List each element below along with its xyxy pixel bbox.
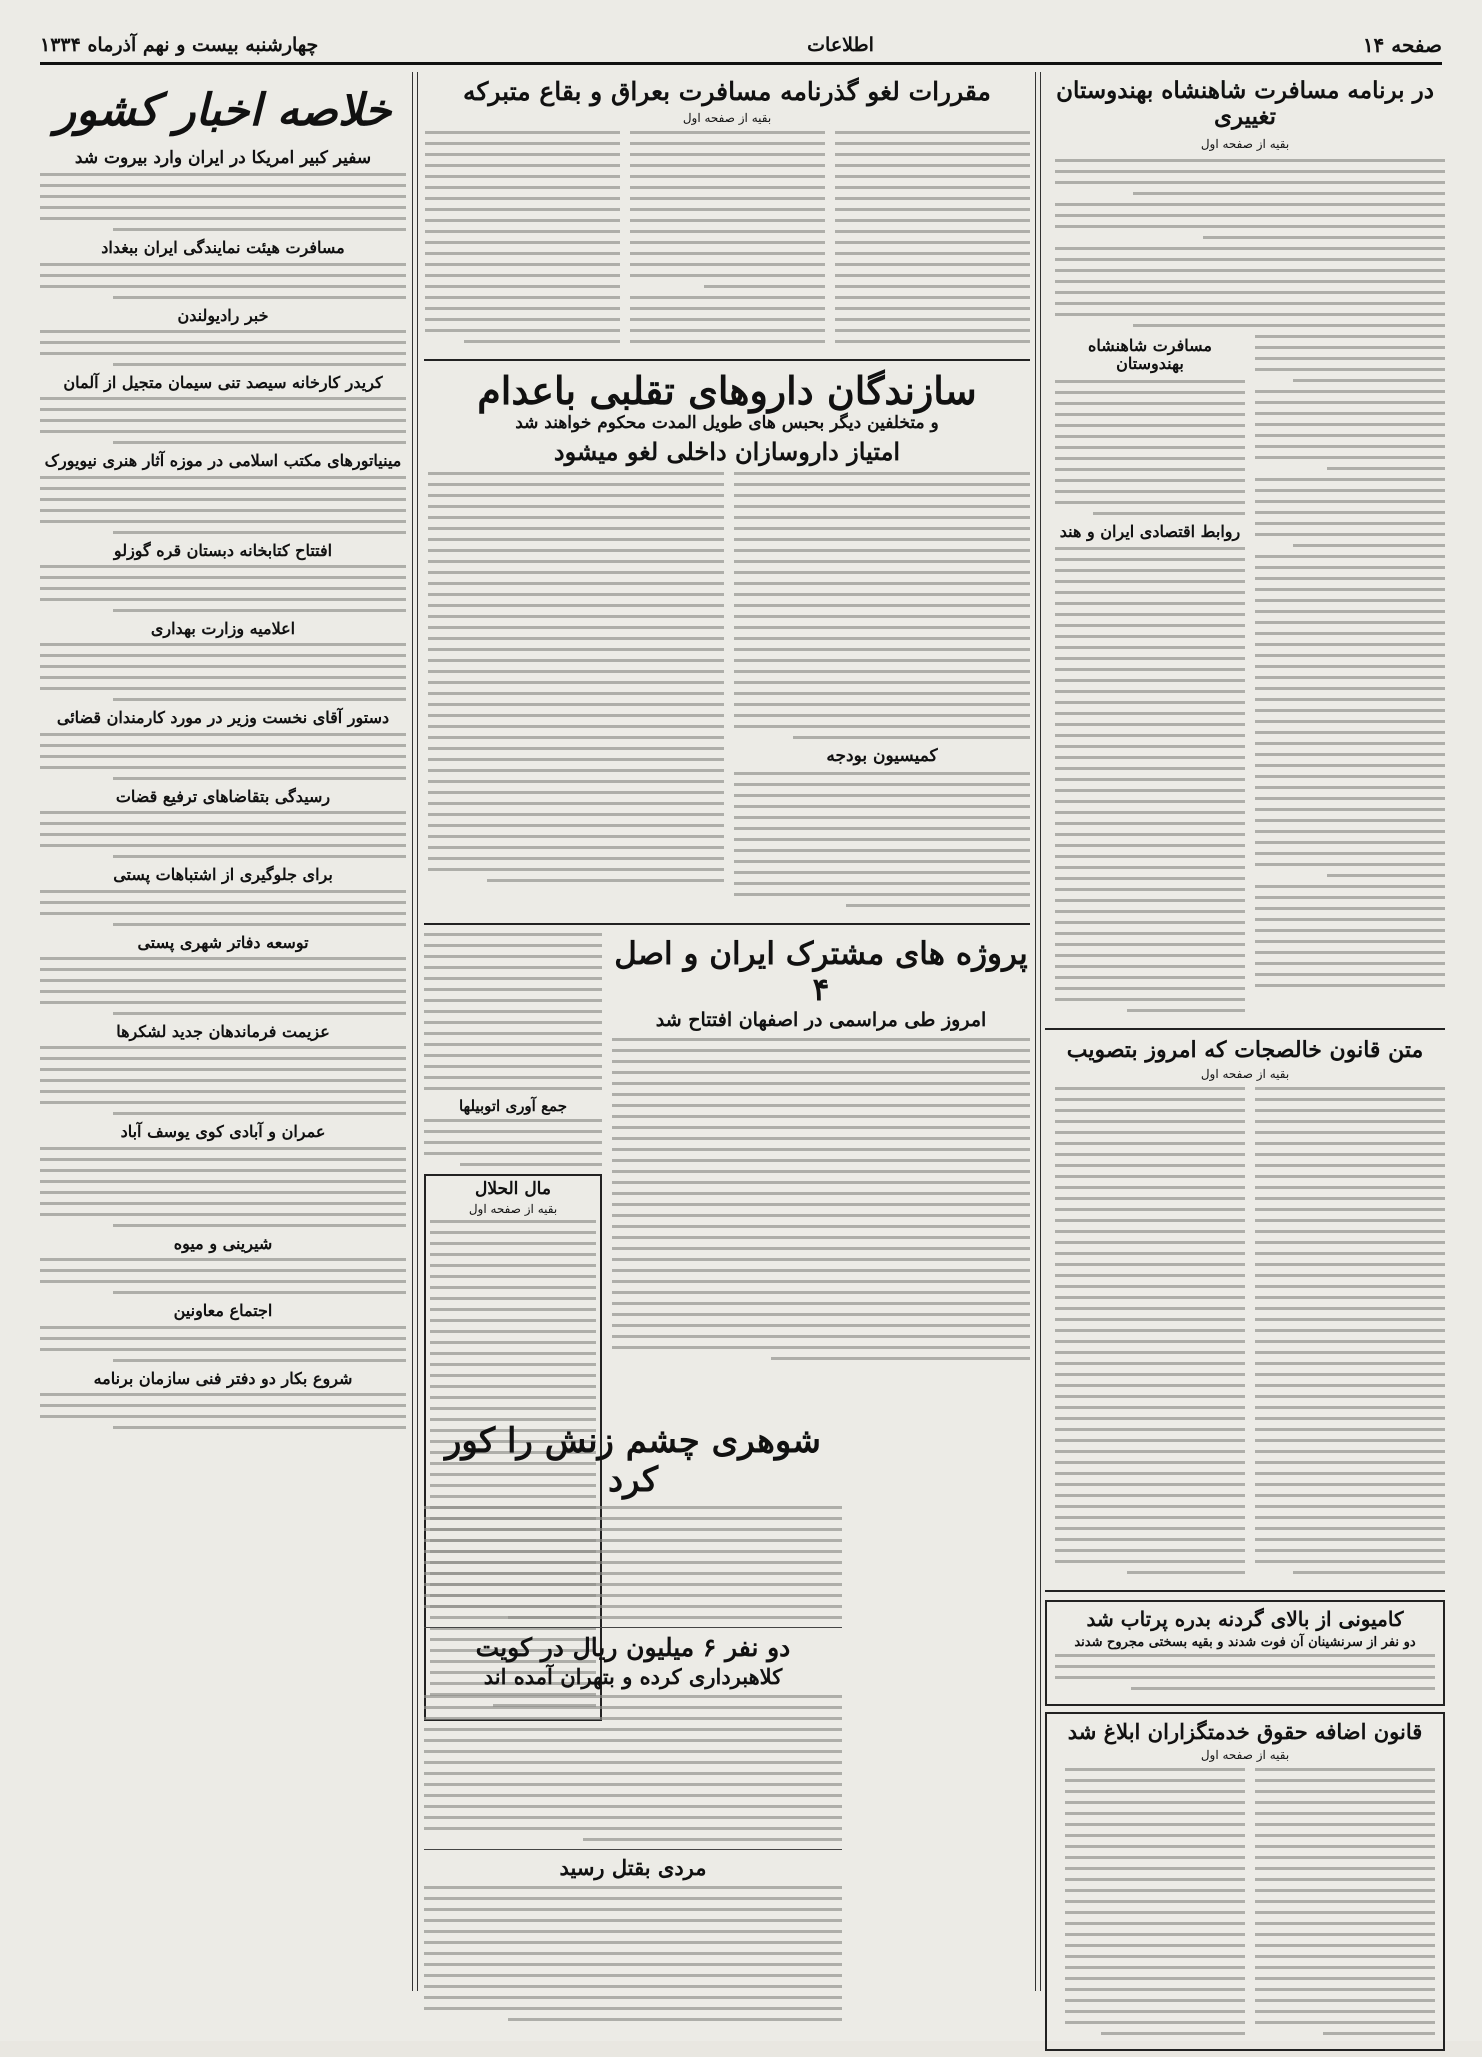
column-middle — [424, 72, 1030, 1216]
news-brief — [40, 542, 406, 612]
continued-note: بقیه از صفحه اول — [1200, 1748, 1290, 1763]
article-body — [428, 472, 724, 882]
issue-date: چهارشنبه بیست و نهم آذرماه ۱۳۳۴ — [40, 34, 319, 56]
news-brief-title: عزیمت فرماندهان جدید لشکرها — [116, 1022, 330, 1042]
article-body — [1065, 1768, 1245, 2043]
article-headline: مردی بقتل رسید — [559, 1855, 707, 1881]
section-subhead: جمع آوری اتوبیلها — [458, 1097, 567, 1116]
news-brief-title: مسافرت هیئت نمایندگی ایران ببغداد — [101, 238, 345, 258]
news-brief — [40, 1235, 406, 1294]
continued-note: بقیه از صفحه اول — [1200, 136, 1290, 151]
news-brief — [40, 239, 406, 298]
news-brief-body — [40, 1326, 406, 1362]
column-left — [40, 72, 406, 1437]
article-subhead: دو نفر از سرنشینان آن فوت شدند و بقیه بسختی مجروح شدند — [1074, 1635, 1416, 1651]
article-body — [1055, 1087, 1245, 1574]
news-brief-title: خبر رادیولندن — [177, 305, 269, 325]
news-brief-title: شیرینی و میوه — [173, 1233, 273, 1253]
continued-note: بقیه از صفحه اول — [1200, 1067, 1290, 1082]
news-brief-title: توسعه دفاتر شهری پستی — [137, 932, 309, 952]
news-brief — [40, 866, 406, 925]
continued-note: بقیه از صفحه اول — [468, 1201, 558, 1216]
news-brief-body — [40, 1147, 406, 1227]
news-brief — [40, 620, 406, 701]
news-brief — [40, 307, 406, 366]
news-brief-body — [40, 397, 406, 444]
column-divider — [1035, 72, 1036, 1991]
news-brief — [40, 1370, 406, 1429]
news-brief-title: اعلامیه وزارت بهداری — [150, 619, 296, 639]
section-subhead: روابط اقتصادی ایران و هند — [1059, 521, 1241, 541]
main-headline: سازندگان داروهای تقلبی باعدام — [477, 367, 977, 413]
article-body — [1055, 1654, 1435, 1690]
page-header — [40, 28, 1442, 65]
box-headline: مال الحلال — [475, 1179, 551, 1200]
section-masthead: خلاصه اخبار کشور — [54, 85, 392, 136]
article-headline: دو نفر ۶ میلیون ریال در کویت — [475, 1633, 791, 1663]
column-divider — [1040, 72, 1041, 1991]
article-body — [424, 1119, 602, 1166]
article-headline: در برنامه مسافرت شاهنشاه بهندوستان تغییری — [1056, 77, 1434, 131]
news-brief — [40, 452, 406, 533]
article-body — [734, 472, 1030, 739]
article-body — [612, 1038, 1030, 1360]
news-brief-title: افتتاح کتابخانه دبستان قره گوزلو — [113, 540, 333, 560]
article-headline: قانون اضافه حقوق خدمتگزاران ابلاغ شد — [1067, 1719, 1423, 1745]
article-subhead: امتیاز داروسازان داخلی لغو میشود — [553, 436, 901, 466]
section-subhead: مسافرت شاهنشاه بهندوستان — [1088, 335, 1212, 374]
article-headline: کامیونی از بالای گردنه بدره پرتاب شد — [1086, 1607, 1404, 1632]
news-brief-body — [40, 476, 406, 534]
news-brief — [40, 149, 406, 232]
article-headline: مقررات لغو گذرنامه مسافرت بعراق و بقاع متبرکه — [463, 77, 991, 106]
news-brief-body — [40, 643, 406, 701]
column-divider — [417, 72, 418, 1991]
article-body — [424, 1506, 842, 1619]
news-brief-list — [40, 149, 406, 1429]
article-body — [425, 131, 620, 351]
article-headline: متن قانون خالصجات که امروز بتصویب — [1066, 1037, 1424, 1064]
news-brief-title: شروع بکار دو دفتر فنی سازمان برنامه — [93, 1368, 353, 1388]
news-brief-body — [40, 1393, 406, 1429]
article-body — [424, 933, 602, 1090]
article-body — [734, 772, 1030, 907]
news-brief — [40, 788, 406, 858]
boxed-article — [1045, 1712, 1445, 2051]
article-body — [835, 131, 1030, 351]
newspaper-name: اطلاعات — [807, 34, 874, 56]
news-brief-title: برای جلوگیری از اشتباهات پستی — [113, 865, 333, 885]
article-body — [1255, 335, 1445, 987]
article-body — [424, 1695, 842, 1841]
main-headline: پروژه های مشترک ایران و اصل ۴ — [614, 936, 1028, 1008]
news-brief — [40, 374, 406, 444]
article-body — [424, 1886, 842, 2021]
news-brief-title: رسیدگی بتقاضاهای ترفیع قضات — [115, 786, 331, 806]
news-brief — [40, 709, 406, 779]
article-body — [1255, 1768, 1435, 2043]
news-brief-body — [40, 1258, 406, 1294]
news-brief-body — [40, 263, 406, 299]
news-brief-body — [40, 890, 406, 926]
news-brief-body — [40, 565, 406, 612]
article-body — [1255, 1087, 1445, 1574]
main-headline: شوهری چشم زنش را کور کرد — [445, 1421, 821, 1501]
article-body — [1055, 380, 1245, 515]
section-subhead: کمیسیون بودجه — [826, 745, 938, 766]
news-brief-body — [40, 957, 406, 1015]
article-subhead: امروز طی مراسمی در اصفهان افتتاح شد — [655, 1009, 987, 1032]
news-brief — [40, 934, 406, 1015]
continued-note: بقیه از صفحه اول — [682, 110, 772, 125]
middle-lower-block — [424, 1420, 842, 2029]
news-brief-title: اجتماع معاونین — [173, 1301, 273, 1321]
column-right — [1045, 72, 1445, 2057]
news-brief-body — [40, 330, 406, 366]
article-body — [630, 131, 825, 351]
article-subhead: کلاهبرداری کرده و بتهران آمده اند — [483, 1663, 783, 1689]
news-brief-title: دستور آقای نخست وزیر در مورد کارمندان قضائی — [56, 708, 390, 728]
page-number: صفحه ۱۴ — [1362, 33, 1442, 57]
news-brief — [40, 1123, 406, 1226]
news-brief-title: کریدر کارخانه سیصد تنی سیمان متجیل از آلمان — [63, 372, 383, 392]
news-brief — [40, 1023, 406, 1115]
article-subhead: و متخلفین دیگر بحبس های طویل المدت محکوم خواهند شد — [515, 413, 939, 434]
article-body — [1055, 159, 1445, 327]
news-brief-body — [40, 173, 406, 231]
news-brief-body — [40, 811, 406, 858]
article-body — [1055, 547, 1245, 1012]
news-brief-title: مینیاتورهای مکتب اسلامی در موزه آثار هنری نیویورک — [44, 451, 402, 471]
news-brief — [40, 1302, 406, 1361]
news-brief-title: سفیر کبیر امریکا در ایران وارد بیروت شد — [74, 147, 372, 168]
news-brief-title: عمران و آبادی کوی یوسف آباد — [120, 1122, 326, 1142]
boxed-article — [1045, 1600, 1445, 1706]
news-brief-body — [40, 1046, 406, 1115]
news-brief-body — [40, 733, 406, 780]
column-divider — [412, 72, 413, 1991]
